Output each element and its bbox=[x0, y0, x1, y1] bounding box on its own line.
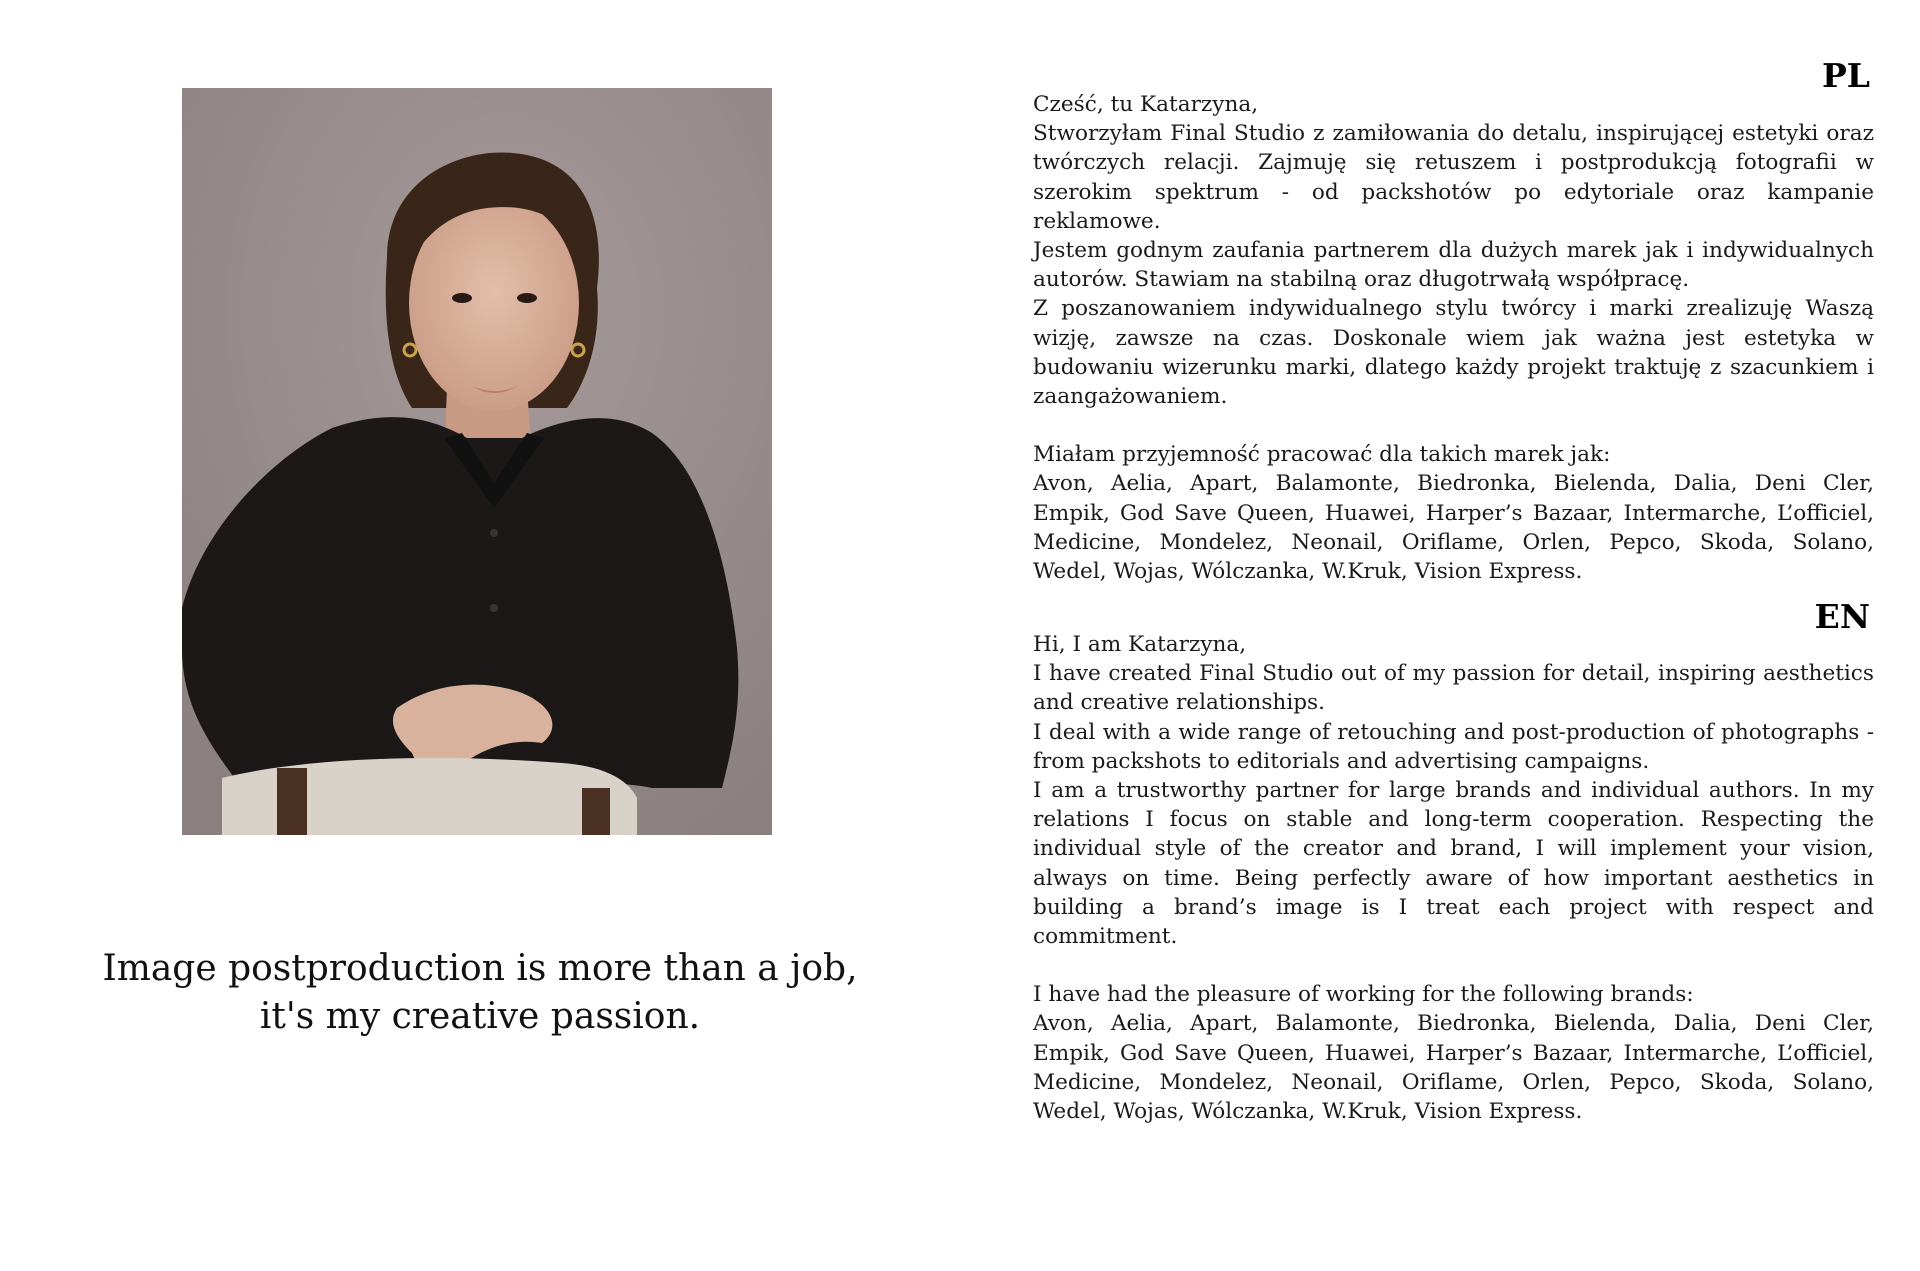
pl-brands-list: Avon, Aelia, Apart, Balamonte, Biedronka, Bielenda, Dalia, Deni Cler, Empik, God Save Queen, Huawei, Harper’s Bazaar, Intermarche, L’officiel, Medicine, Mondelez, Neonail, Oriflame, Orlen, Pepco, Skoda, Solano, Wedel, Wojas, Wólczanka, W.Kruk, Vision Express. bbox=[1033, 471, 1874, 585]
en-greeting: Hi, I am Katarzyna, bbox=[1033, 632, 1247, 657]
en-paragraph-1: I have created Final Studio out of my passion for detail, inspiring aesthetics and creative relationships. bbox=[1033, 661, 1874, 716]
tagline-line-1: Image postproduction is more than a job, bbox=[102, 948, 858, 989]
en-paragraph-3: I am a trustworthy partner for large brands and individual authors. In my relations I focus on stable and long-term cooperation. Respecting the individual style of the creator and brand, I will implement your vision, always on time. Being perfectly aware of how important aesthetics in building a brand’s image is I treat each project with respect and commitment. bbox=[1033, 778, 1874, 950]
en-spacer bbox=[1033, 951, 1874, 980]
pl-spacer bbox=[1033, 411, 1874, 440]
pl-paragraph-2: Jestem godnym zaufania partnerem dla dużych marek jak i indywidualnych autorów. Stawiam na stabilną oraz długotrwałą współpracę. bbox=[1033, 238, 1874, 293]
pl-paragraph-3: Z poszanowaniem indywidualnego stylu twórcy i marki zrealizuję Waszą wizję, zawsze na czas. Doskonale wiem jak ważna jest estetyka w budowaniu wizerunku marki, dlatego każdy projekt traktuję z szacunkiem i zaangażowaniem. bbox=[1033, 296, 1874, 410]
en-brands-intro: I have had the pleasure of working for the following brands: bbox=[1033, 982, 1694, 1008]
pl-brands-intro: Miałam przyjemność pracować dla takich marek jak: bbox=[1033, 442, 1611, 468]
portrait-photo-icon bbox=[182, 88, 772, 835]
tagline bbox=[60, 945, 900, 1041]
pl-language-label: PL bbox=[1821, 56, 1870, 95]
portrait-photo bbox=[182, 88, 772, 835]
tagline-line-2: it's my creative passion. bbox=[259, 996, 701, 1037]
pl-text-block bbox=[1033, 90, 1874, 586]
pl-greeting: Cześć, tu Katarzyna, bbox=[1033, 92, 1259, 117]
en-language-label: EN bbox=[1814, 597, 1870, 636]
en-brands-list: Avon, Aelia, Apart, Balamonte, Biedronka, Bielenda, Dalia, Deni Cler, Empik, God Save Queen, Huawei, Harper’s Bazaar, Intermarche, L’officiel, Medicine, Mondelez, Neonail, Oriflame, Orlen, Pepco, Skoda, Solano, Wedel, Wojas, Wólczanka, W.Kruk, Vision Express. bbox=[1033, 1011, 1874, 1125]
en-text-block bbox=[1033, 630, 1874, 1126]
pl-paragraph-1: Stworzyłam Final Studio z zamiłowania do detalu, inspirującej estetyki oraz twórczych relacji. Zajmuję się retuszem i postprodukcją fotografii w szerokim spektrum - od packshotów po edytoriale oraz kampanie reklamowe. bbox=[1033, 121, 1874, 234]
en-paragraph-2: I deal with a wide range of retouching and post-production of photographs - from packshots to editorials and advertising campaigns. bbox=[1033, 719, 1874, 774]
